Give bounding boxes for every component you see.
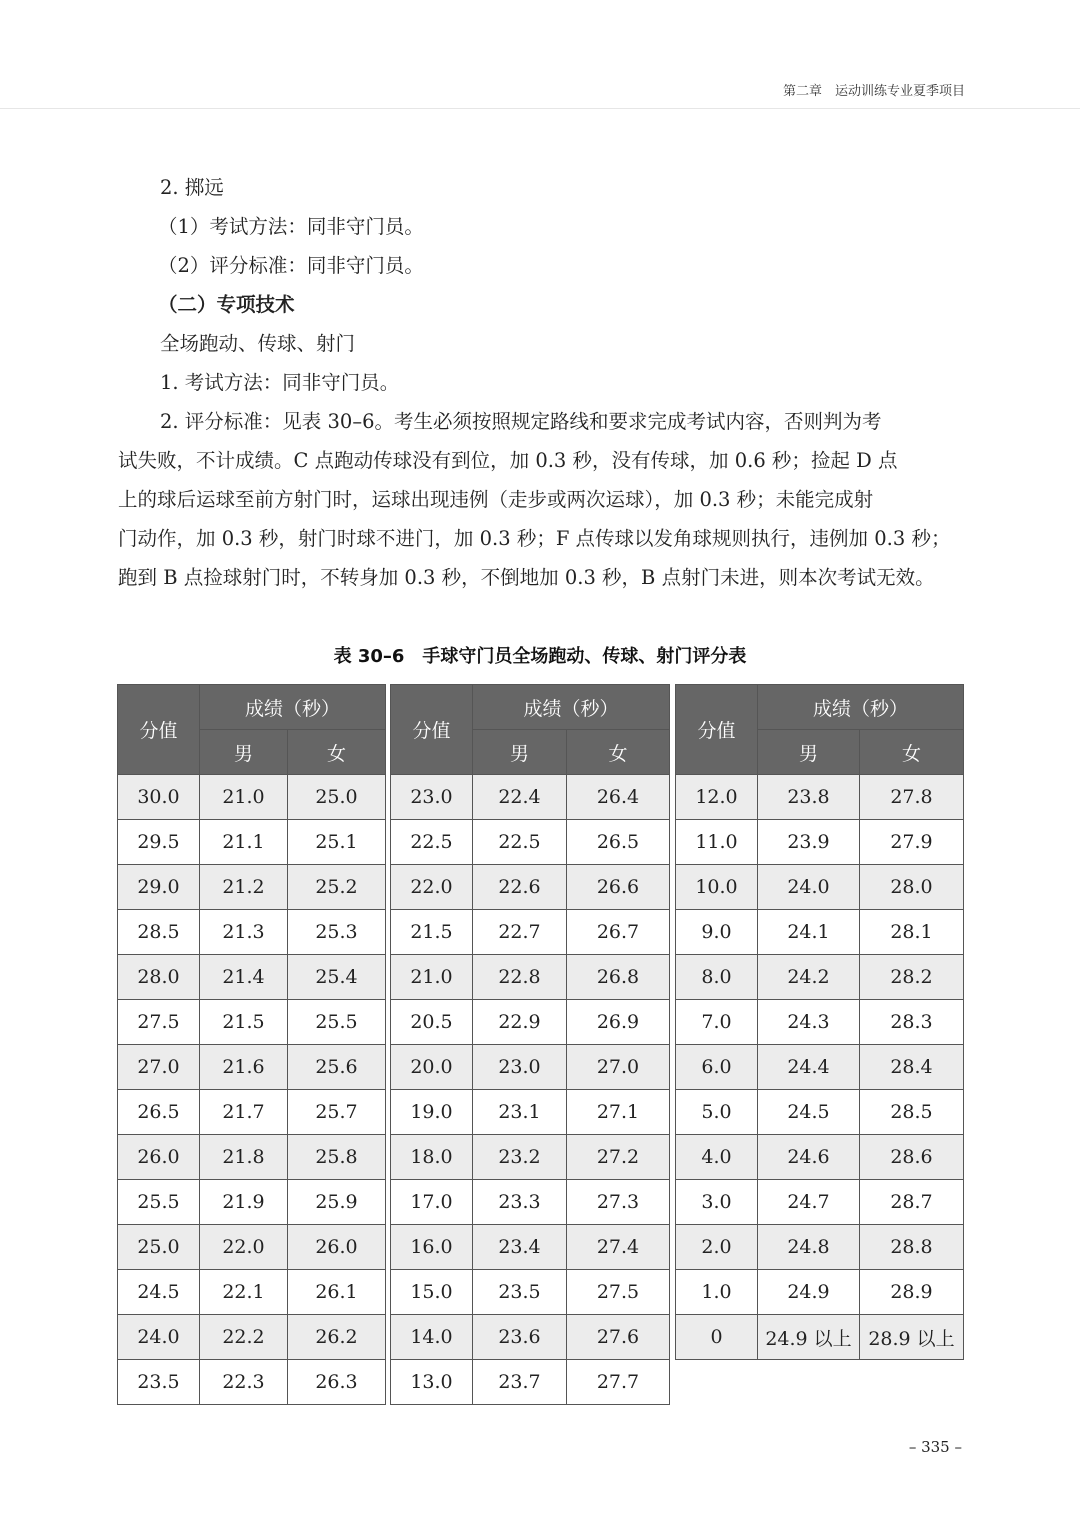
- female-time-cell: 25.9: [288, 1180, 386, 1225]
- male-time-cell: 23.5: [473, 1270, 567, 1315]
- score-cell: 29.0: [118, 865, 200, 910]
- header-divider: [0, 108, 1080, 109]
- table-row: [118, 775, 386, 820]
- female-time-cell: 28.6: [860, 1135, 964, 1180]
- table-row: [391, 1270, 670, 1315]
- male-time-cell: 23.8: [758, 775, 860, 820]
- table-row: [118, 1135, 386, 1180]
- header-male: 男: [758, 730, 860, 775]
- table-row: [391, 1180, 670, 1225]
- score-cell: 5.0: [676, 1090, 758, 1135]
- score-cell: 24.0: [118, 1315, 200, 1360]
- male-time-cell: 23.9: [758, 820, 860, 865]
- score-cell: 20.0: [391, 1045, 473, 1090]
- male-time-cell: 23.7: [473, 1360, 567, 1405]
- female-time-cell: 28.7: [860, 1180, 964, 1225]
- test-method-line: （1）考试方法：同非守门员。: [158, 215, 424, 238]
- skill-scoring-line-2: 试失败，不计成绩。C 点跑动传球没有到位，加 0.3 秒，没有传球，加 0.6 秒；捡起 D 点: [118, 449, 898, 472]
- skill-scoring-line-1: 2. 评分标准：见表 30–6。考生必须按照规定路线和要求完成考试内容，否则判为考: [160, 410, 882, 433]
- male-time-cell: 24.2: [758, 955, 860, 1000]
- male-time-cell: 22.2: [200, 1315, 288, 1360]
- female-time-cell: 25.4: [288, 955, 386, 1000]
- table-row: [118, 1225, 386, 1270]
- male-time-cell: 22.7: [473, 910, 567, 955]
- table-row: [676, 1135, 964, 1180]
- male-time-cell: 24.4: [758, 1045, 860, 1090]
- male-time-cell: 24.6: [758, 1135, 860, 1180]
- header-male: 男: [473, 730, 567, 775]
- score-cell: 10.0: [676, 865, 758, 910]
- table-row: [391, 1000, 670, 1045]
- table-row: [676, 1090, 964, 1135]
- male-time-cell: 24.5: [758, 1090, 860, 1135]
- female-time-cell: 25.8: [288, 1135, 386, 1180]
- male-time-cell: 23.3: [473, 1180, 567, 1225]
- score-cell: 27.5: [118, 1000, 200, 1045]
- section-heading-special-skill: （二）专项技术: [158, 293, 295, 316]
- male-time-cell: 23.6: [473, 1315, 567, 1360]
- male-time-cell: 22.6: [473, 865, 567, 910]
- table-row: [118, 1045, 386, 1090]
- table-row: [676, 1270, 964, 1315]
- male-time-cell: 23.1: [473, 1090, 567, 1135]
- male-time-cell: 24.0: [758, 865, 860, 910]
- score-cell: 30.0: [118, 775, 200, 820]
- score-cell: 11.0: [676, 820, 758, 865]
- female-time-cell: 27.8: [860, 775, 964, 820]
- table-row: [391, 865, 670, 910]
- male-time-cell: 23.0: [473, 1045, 567, 1090]
- score-cell: 2.0: [676, 1225, 758, 1270]
- table-row: [118, 865, 386, 910]
- table-row: [118, 1000, 386, 1045]
- score-cell: 8.0: [676, 955, 758, 1000]
- score-cell: 7.0: [676, 1000, 758, 1045]
- score-cell: 23.0: [391, 775, 473, 820]
- male-time-cell: 23.2: [473, 1135, 567, 1180]
- score-cell: 25.5: [118, 1180, 200, 1225]
- female-time-cell: 25.1: [288, 820, 386, 865]
- score-cell: 21.0: [391, 955, 473, 1000]
- table-caption: 表 30–6 手球守门员全场跑动、传球、射门评分表: [333, 646, 747, 667]
- table-row: [391, 1225, 670, 1270]
- score-cell: 27.0: [118, 1045, 200, 1090]
- male-time-cell: 22.5: [473, 820, 567, 865]
- body-text: [118, 168, 964, 597]
- male-time-cell: 21.5: [200, 1000, 288, 1045]
- female-time-cell: 27.3: [567, 1180, 670, 1225]
- score-cell: 28.0: [118, 955, 200, 1000]
- female-time-cell: 28.2: [860, 955, 964, 1000]
- score-cell: 22.5: [391, 820, 473, 865]
- skill-title: 全场跑动、传球、射门: [160, 332, 356, 355]
- score-cell: 12.0: [676, 775, 758, 820]
- male-time-cell: 21.6: [200, 1045, 288, 1090]
- female-time-cell: 28.9: [860, 1270, 964, 1315]
- heading-throw-distance: 2. 掷远: [160, 176, 224, 199]
- female-time-cell: 28.0: [860, 865, 964, 910]
- female-time-cell: 26.3: [288, 1360, 386, 1405]
- female-time-cell: 27.6: [567, 1315, 670, 1360]
- female-time-cell: 25.6: [288, 1045, 386, 1090]
- female-time-cell: 28.9 以上: [860, 1315, 964, 1360]
- score-cell: 15.0: [391, 1270, 473, 1315]
- table-row: [676, 955, 964, 1000]
- score-table-block-3: [675, 684, 964, 1360]
- score-cell: 4.0: [676, 1135, 758, 1180]
- female-time-cell: 26.6: [567, 865, 670, 910]
- score-cell: 21.5: [391, 910, 473, 955]
- score-table-block-1: [117, 684, 386, 1405]
- table-row: [118, 1090, 386, 1135]
- male-time-cell: 24.9 以上: [758, 1315, 860, 1360]
- skill-test-method: 1. 考试方法：同非守门员。: [160, 371, 400, 394]
- score-cell: 19.0: [391, 1090, 473, 1135]
- female-time-cell: 26.4: [567, 775, 670, 820]
- table-row: [391, 1315, 670, 1360]
- score-cell: 17.0: [391, 1180, 473, 1225]
- header-male: 男: [200, 730, 288, 775]
- score-cell: 28.5: [118, 910, 200, 955]
- table-row: [391, 820, 670, 865]
- table-row: [118, 910, 386, 955]
- header-score: 分值: [676, 685, 758, 775]
- header-score: 分值: [391, 685, 473, 775]
- male-time-cell: 21.7: [200, 1090, 288, 1135]
- female-time-cell: 27.9: [860, 820, 964, 865]
- male-time-cell: 21.4: [200, 955, 288, 1000]
- female-time-cell: 25.5: [288, 1000, 386, 1045]
- header-result: 成绩（秒）: [473, 685, 670, 730]
- table-row: [676, 1225, 964, 1270]
- male-time-cell: 23.4: [473, 1225, 567, 1270]
- male-time-cell: 24.1: [758, 910, 860, 955]
- female-time-cell: 28.8: [860, 1225, 964, 1270]
- skill-scoring-line-3: 上的球后运球至前方射门时，运球出现违例（走步或两次运球），加 0.3 秒；未能完成射: [118, 488, 874, 511]
- table-row: [676, 865, 964, 910]
- female-time-cell: 26.2: [288, 1315, 386, 1360]
- table-row: [391, 1360, 670, 1405]
- running-header: 第二章 运动训练专业夏季项目: [782, 84, 965, 99]
- score-cell: 23.5: [118, 1360, 200, 1405]
- male-time-cell: 22.4: [473, 775, 567, 820]
- male-time-cell: 21.3: [200, 910, 288, 955]
- table-row: [676, 1045, 964, 1090]
- skill-scoring-line-4: 门动作，加 0.3 秒，射门时球不进门，加 0.3 秒；F 点传球以发角球规则执行，违例加 0.3 秒；: [118, 527, 951, 550]
- table-row: [391, 1090, 670, 1135]
- female-time-cell: 27.4: [567, 1225, 670, 1270]
- score-cell: 29.5: [118, 820, 200, 865]
- scoring-standard-line: （2）评分标准：同非守门员。: [158, 254, 424, 277]
- male-time-cell: 21.2: [200, 865, 288, 910]
- score-cell: 25.0: [118, 1225, 200, 1270]
- female-time-cell: 27.2: [567, 1135, 670, 1180]
- female-time-cell: 25.2: [288, 865, 386, 910]
- male-time-cell: 22.1: [200, 1270, 288, 1315]
- male-time-cell: 22.3: [200, 1360, 288, 1405]
- male-time-cell: 24.9: [758, 1270, 860, 1315]
- male-time-cell: 21.9: [200, 1180, 288, 1225]
- female-time-cell: 25.0: [288, 775, 386, 820]
- female-time-cell: 28.1: [860, 910, 964, 955]
- table-row: [676, 1000, 964, 1045]
- skill-scoring-line-5: 跑到 B 点捡球射门时，不转身加 0.3 秒，不倒地加 0.3 秒，B 点射门未进，则本次考试无效。: [118, 566, 935, 589]
- header-result: 成绩（秒）: [758, 685, 964, 730]
- table-row: [391, 775, 670, 820]
- header-result: 成绩（秒）: [200, 685, 386, 730]
- score-cell: 18.0: [391, 1135, 473, 1180]
- table-row: [676, 820, 964, 865]
- table-row: [391, 955, 670, 1000]
- score-cell: 20.5: [391, 1000, 473, 1045]
- male-time-cell: 21.1: [200, 820, 288, 865]
- female-time-cell: 27.0: [567, 1045, 670, 1090]
- male-time-cell: 22.9: [473, 1000, 567, 1045]
- table-row: [118, 1360, 386, 1405]
- female-time-cell: 26.1: [288, 1270, 386, 1315]
- score-cell: 0: [676, 1315, 758, 1360]
- female-time-cell: 25.3: [288, 910, 386, 955]
- score-cell: 6.0: [676, 1045, 758, 1090]
- score-cell: 14.0: [391, 1315, 473, 1360]
- female-time-cell: 28.3: [860, 1000, 964, 1045]
- score-cell: 3.0: [676, 1180, 758, 1225]
- score-cell: 13.0: [391, 1360, 473, 1405]
- header-score: 分值: [118, 685, 200, 775]
- female-time-cell: 26.8: [567, 955, 670, 1000]
- table-row: [118, 1315, 386, 1360]
- table-row: [676, 775, 964, 820]
- female-time-cell: 26.5: [567, 820, 670, 865]
- table-row: [118, 1180, 386, 1225]
- header-female: 女: [860, 730, 964, 775]
- page-number: – 335 –: [908, 1438, 962, 1456]
- table-row: [676, 910, 964, 955]
- male-time-cell: 22.8: [473, 955, 567, 1000]
- male-time-cell: 24.8: [758, 1225, 860, 1270]
- male-time-cell: 24.3: [758, 1000, 860, 1045]
- table-row: [118, 1270, 386, 1315]
- score-cell: 26.0: [118, 1135, 200, 1180]
- female-time-cell: 26.0: [288, 1225, 386, 1270]
- score-cell: 1.0: [676, 1270, 758, 1315]
- female-time-cell: 26.7: [567, 910, 670, 955]
- table-row: [118, 955, 386, 1000]
- table-row: [676, 1180, 964, 1225]
- female-time-cell: 25.7: [288, 1090, 386, 1135]
- female-time-cell: 27.1: [567, 1090, 670, 1135]
- table-row: [391, 1135, 670, 1180]
- female-time-cell: 28.4: [860, 1045, 964, 1090]
- table-row: [391, 1045, 670, 1090]
- female-time-cell: 26.9: [567, 1000, 670, 1045]
- female-time-cell: 28.5: [860, 1090, 964, 1135]
- header-female: 女: [288, 730, 386, 775]
- table-row: [391, 910, 670, 955]
- male-time-cell: 21.8: [200, 1135, 288, 1180]
- score-cell: 9.0: [676, 910, 758, 955]
- male-time-cell: 22.0: [200, 1225, 288, 1270]
- score-cell: 26.5: [118, 1090, 200, 1135]
- score-cell: 22.0: [391, 865, 473, 910]
- female-time-cell: 27.5: [567, 1270, 670, 1315]
- score-cell: 24.5: [118, 1270, 200, 1315]
- table-row: [676, 1315, 964, 1360]
- male-time-cell: 21.0: [200, 775, 288, 820]
- table-row: [118, 820, 386, 865]
- header-female: 女: [567, 730, 670, 775]
- score-cell: 16.0: [391, 1225, 473, 1270]
- score-table-block-2: [390, 684, 670, 1405]
- male-time-cell: 24.7: [758, 1180, 860, 1225]
- female-time-cell: 27.7: [567, 1360, 670, 1405]
